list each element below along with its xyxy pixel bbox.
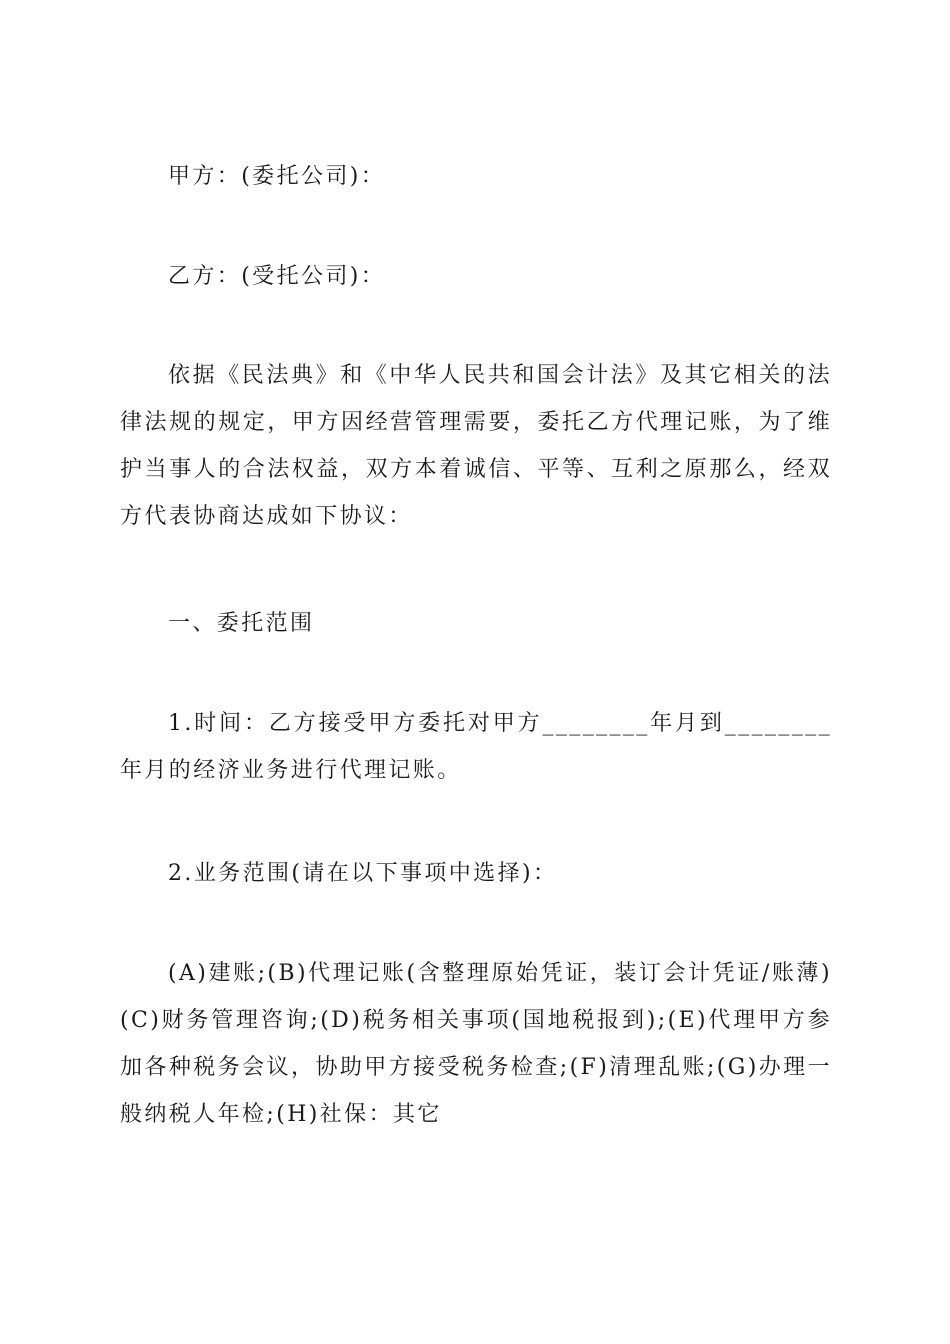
agreement-basis-paragraph: 依据《民法典》和《中华人民共和国会计法》及其它相关的法律法规的规定，甲方因经营管理需要，委托乙方代理记账，为了维护当事人的合法权益，双方本着诚信、平等、互利之原那么，经双方代表协商达成如下协议： <box>120 363 832 529</box>
section-heading-scope: 一、委托范围 <box>168 611 315 636</box>
item-scope-paragraph: 2.业务范围(请在以下事项中选择)： <box>168 861 558 886</box>
party-b-line: 乙方：(受托公司)： <box>168 264 386 289</box>
party-a-line: 甲方：(委托公司)： <box>168 164 386 189</box>
scope-options-paragraph: (A)建账;(B)代理记账(含整理原始凭证，装订会计凭证/账薄)(C)财务管理咨询;(D)税务相关事项(国地税报到);(E)代理甲方参加各种税务会议，协助甲方接受税务检查;(F)清理乱账;(G)办理一般纳税人年检;(H)社保：其它 <box>120 961 832 1127</box>
item-time-paragraph: 1.时间：乙方接受甲方委托对甲方________年月到________年月的经济业务进行代理记账。 <box>120 711 832 783</box>
